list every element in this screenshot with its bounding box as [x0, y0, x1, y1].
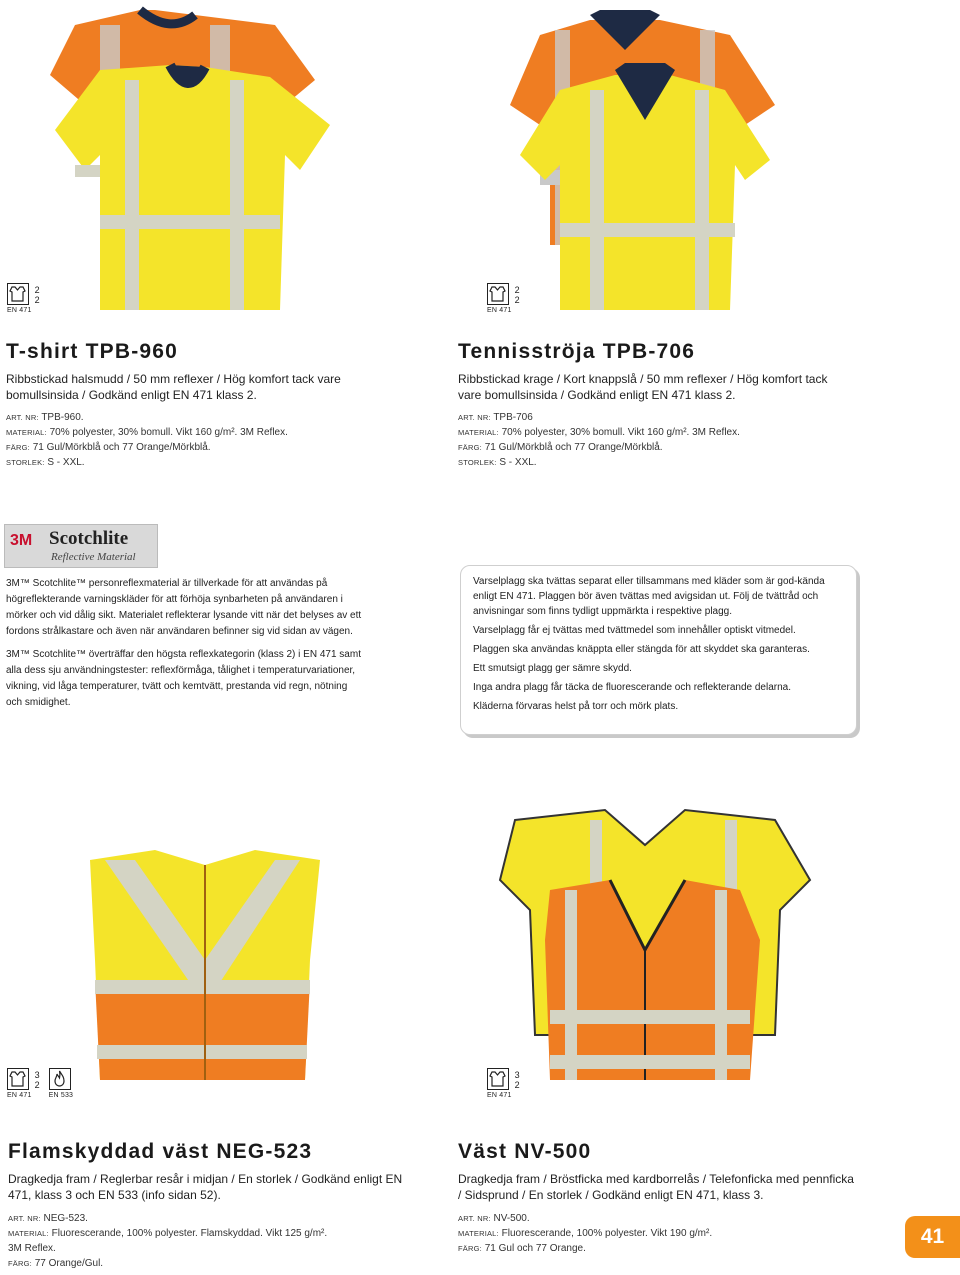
product-title: Flamskyddad väst NEG-523	[8, 1140, 313, 1163]
spec-size: STORLEK: S - XXL.	[6, 457, 85, 468]
cert-badge-neg523	[7, 1068, 73, 1099]
cert-badge-tpb960	[7, 283, 40, 314]
vest-neg523-image	[75, 840, 335, 1090]
cert-class: 3 2	[514, 1070, 520, 1090]
cert-standard-flame: EN 533	[48, 1092, 74, 1099]
spec-color: FÄRG: 71 Gul/Mörkblå och 77 Orange/Mörkblå.	[6, 442, 211, 453]
care-instructions-box	[460, 565, 857, 735]
cert-class: 2 2	[514, 285, 520, 305]
cert-standard: EN 471	[487, 1092, 512, 1099]
care-item: Varselplagg ska tvättas separat eller tillsammans med kläder som är god-kända enligt EN 471. Plaggen bör även tvättas med avigsidan ut. Följ de tvättråd och anvisningar som finns tydligt uppmärkta i respektive plagg.	[473, 576, 825, 617]
scotchlite-text	[6, 576, 366, 718]
product-title: Tennisströja TPB-706	[458, 340, 696, 363]
care-item: Inga andra plagg får täcka de fluorescerande och reflekterande delarna.	[473, 682, 791, 693]
protective-garment-icon	[487, 283, 509, 305]
cert-badge-tpb706	[487, 283, 520, 314]
spec-material: MATERIAL: 70% polyester, 30% bomull. Vikt 160 g/m². 3M Reflex.	[458, 427, 740, 438]
protective-garment-icon	[487, 1068, 509, 1090]
spec-art: ART. NR: TPB-706	[458, 412, 533, 423]
flame-icon	[49, 1068, 71, 1090]
vest-nv500-image	[495, 800, 815, 1080]
care-item: Kläderna förvaras helst på torr och mörk plats.	[473, 701, 679, 712]
protective-garment-icon	[7, 283, 29, 305]
care-item: Ett smutsigt plagg ger sämre skydd.	[473, 663, 632, 674]
cert-standard: EN 471	[7, 1092, 32, 1099]
spec-color: FÄRG: 77 Orange/Gul.	[8, 1258, 104, 1269]
page-number: 41	[905, 1216, 960, 1258]
product-description: Dragkedja fram / Bröstficka med kardborrelås / Telefonficka med pennficka / Sidsprund / En storlek / Godkänd enligt EN 471, klass 3.	[458, 1172, 854, 1202]
spec-art: ART. NR: NV-500.	[458, 1213, 530, 1224]
scotchlite-logo: 3M Scotchlite Reflective Material	[4, 524, 158, 568]
cert-standard: EN 471	[7, 307, 32, 314]
cert-class: 3 2	[34, 1070, 40, 1090]
spec-material: MATERIAL: Fluorescerande, 100% polyester. Vikt 190 g/m².	[458, 1228, 713, 1239]
polo-tpb706-image	[500, 5, 800, 315]
product-specs	[6, 410, 406, 470]
spec-material-2: 3M Reflex.	[8, 1243, 56, 1254]
tshirt-tpb960-image	[30, 5, 360, 315]
product-specs	[458, 1211, 878, 1256]
cert-class: 2 2	[34, 285, 40, 305]
product-title: T-shirt TPB-960	[6, 340, 179, 363]
care-item: Varselplagg får ej tvättas med tvättmedel som innehåller optiskt vitmedel.	[473, 625, 796, 636]
spec-material: MATERIAL: Fluorescerande, 100% polyester. Flamskyddad. Vikt 125 g/m².	[8, 1228, 328, 1239]
scotchlite-paragraph: 3M™ Scotchlite™ personreflexmaterial är tillverkade för att användas på högreflekterande varningskläder för att förhöja synbarheten på användaren i mörker och vid dålig sikt. Materialet reflekterar lysande vitt när det belyses av ett fordons strålkastare och även när användaren befinner sig vid sidan av vägen.	[6, 578, 362, 637]
spec-color: FÄRG: 71 Gul och 77 Orange.	[458, 1243, 586, 1254]
product-title: Väst NV-500	[458, 1140, 592, 1163]
cert-standard: EN 471	[487, 307, 512, 314]
spec-size: STORLEK: S - XXL.	[458, 457, 537, 468]
product-specs	[8, 1211, 408, 1271]
scotchlite-paragraph: 3M™ Scotchlite™ överträffar den högsta reflexkategorin (klass 2) i EN 471 samt alla dess sju användningstester: reflexförmåga, tålighet i temperaturvariationer, vikning, vid låga temperaturer, tvätt och kemtvätt, prestanda vid regn, nötning och smidighet.	[6, 649, 361, 708]
care-item: Plaggen ska användas knäppta eller stängda för att skyddet ska garanteras.	[473, 644, 810, 655]
product-description: Dragkedja fram / Reglerbar resår i midjan / En storlek / Godkänd enligt EN 471, klass 3 och EN 533 (info sidan 52).	[8, 1172, 403, 1202]
spec-material: MATERIAL: 70% polyester, 30% bomull. Vikt 160 g/m². 3M Reflex.	[6, 427, 288, 438]
product-specs	[458, 410, 878, 470]
product-description: Ribbstickad krage / Kort knappslå / 50 mm reflexer / Hög komfort tack vare bomullsinsida / Godkänd enligt EN 471 klass 2.	[458, 372, 828, 402]
product-description: Ribbstickad halsmudd / 50 mm reflexer / Hög komfort tack vare bomullsinsida / Godkänd enligt EN 471 klass 2.	[6, 372, 341, 402]
spec-art: ART. NR: TPB-960.	[6, 412, 84, 423]
cert-badge-nv500	[487, 1068, 520, 1099]
spec-art: ART. NR: NEG-523.	[8, 1213, 88, 1224]
spec-color: FÄRG: 71 Gul/Mörkblå och 77 Orange/Mörkblå.	[458, 442, 663, 453]
protective-garment-icon	[7, 1068, 29, 1090]
